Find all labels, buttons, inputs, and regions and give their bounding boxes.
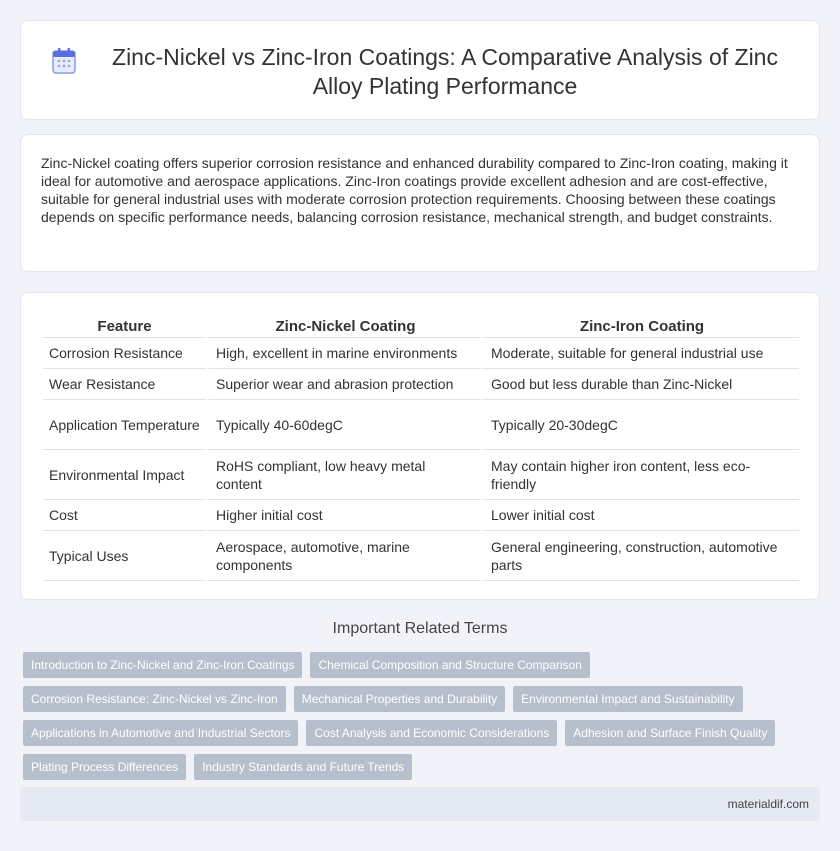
title-card: [20, 20, 820, 120]
table-cell: Application Temperature: [43, 400, 206, 450]
related-term-tag[interactable]: Adhesion and Surface Finish Quality: [565, 720, 775, 746]
table-row: [43, 338, 799, 369]
table-header-row: [43, 315, 799, 338]
table-cell: Typically 20-30degC: [481, 400, 799, 450]
header-feature: Feature: [43, 315, 206, 338]
table-cell: General engineering, construction, automotive parts: [481, 531, 799, 581]
table-cell: RoHS compliant, low heavy metal content: [206, 450, 481, 500]
intro-card: [20, 134, 820, 272]
tag-row: [23, 686, 813, 712]
table-row: [43, 531, 799, 581]
comparison-table: [43, 315, 799, 581]
table-cell: Corrosion Resistance: [43, 338, 206, 369]
table-cell: Superior wear and abrasion protection: [206, 369, 481, 400]
table-cell: Cost: [43, 500, 206, 531]
table-row: [43, 400, 799, 450]
table-cell: Aerospace, automotive, marine components: [206, 531, 481, 581]
intro-paragraph: Zinc-Nickel coating offers superior corrosion resistance and enhanced durability compared to Zinc-Iron coating, making it ideal for automotive and aerospace applications. Zinc-Iron coatings provide excellent adhesion and are cost-effective, suitable for general industrial uses with moderate corrosion protection requirements. Choosing between these coatings depends on specific performance needs, balancing corrosion resistance, mechanical strength, and budget constraints.: [41, 155, 788, 225]
related-term-tag[interactable]: Chemical Composition and Structure Comparison: [310, 652, 589, 678]
table-cell: Lower initial cost: [481, 500, 799, 531]
table-cell: Wear Resistance: [43, 369, 206, 400]
related-terms-heading: Important Related Terms: [332, 620, 508, 637]
related-term-tag[interactable]: Industry Standards and Future Trends: [194, 754, 412, 780]
related-term-tag[interactable]: Corrosion Resistance: Zinc-Nickel vs Zinc-Iron: [23, 686, 286, 712]
table-row: [43, 500, 799, 531]
related-term-tag[interactable]: Cost Analysis and Economic Considerations: [306, 720, 557, 746]
related-term-tag[interactable]: Applications in Automotive and Industrial Sectors: [23, 720, 298, 746]
table-cell: Moderate, suitable for general industrial use: [481, 338, 799, 369]
tag-row: [23, 754, 813, 780]
table-cell: Typically 40-60degC: [206, 400, 481, 450]
table-cell: High, excellent in marine environments: [206, 338, 481, 369]
header-zinc-iron: Zinc-Iron Coating: [481, 315, 799, 338]
related-term-tag[interactable]: Environmental Impact and Sustainability: [513, 686, 742, 712]
related-term-tag[interactable]: Mechanical Properties and Durability: [294, 686, 505, 712]
related-terms-list: [23, 652, 813, 788]
tag-row: [23, 720, 813, 746]
tag-row: [23, 652, 813, 678]
table-row: [43, 369, 799, 400]
table-cell: Good but less durable than Zinc-Nickel: [481, 369, 799, 400]
table-row: [43, 450, 799, 500]
table-cell: Higher initial cost: [206, 500, 481, 531]
table-cell: Environmental Impact: [43, 450, 206, 500]
site-name[interactable]: materialdif.com: [727, 797, 809, 811]
header-zinc-nickel: Zinc-Nickel Coating: [206, 315, 481, 338]
related-term-tag[interactable]: Introduction to Zinc-Nickel and Zinc-Iron Coatings: [23, 652, 302, 678]
page-title: Zinc-Nickel vs Zinc-Iron Coatings: A Comparative Analysis of Zinc Alloy Plating Performance: [112, 44, 778, 99]
related-term-tag[interactable]: Plating Process Differences: [23, 754, 186, 780]
table-cell: May contain higher iron content, less eco-friendly: [481, 450, 799, 500]
comparison-table-card: [20, 292, 820, 600]
footer: [20, 787, 820, 821]
table-cell: Typical Uses: [43, 531, 206, 581]
